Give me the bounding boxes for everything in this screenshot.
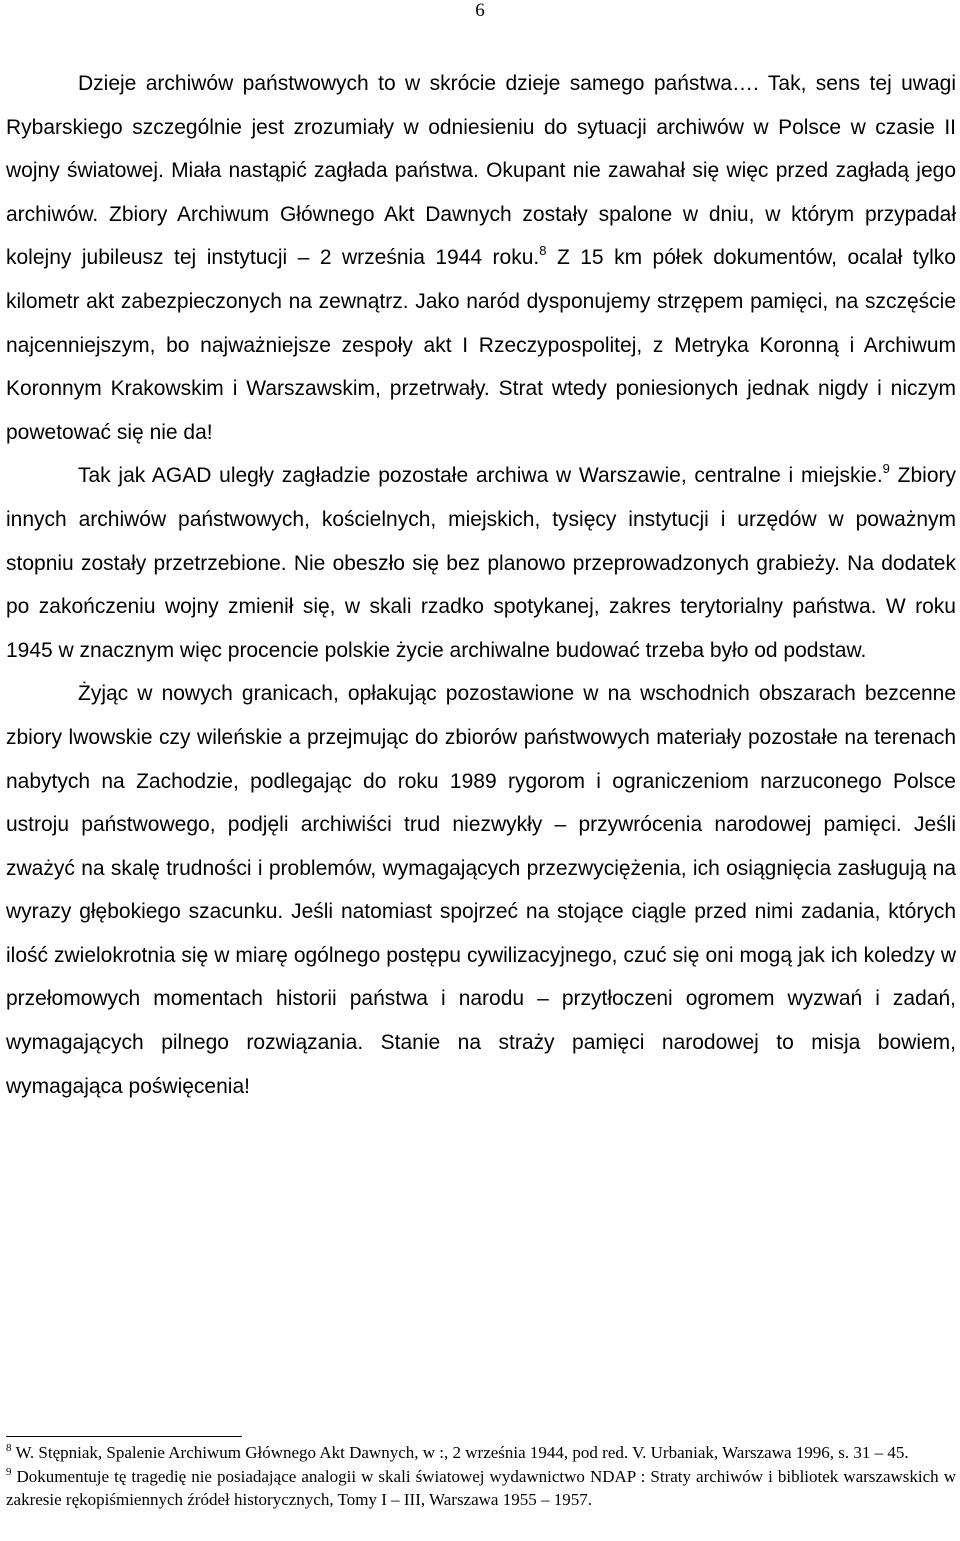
page-number: 6 [475, 0, 485, 21]
footnote-ref-9: 9 [882, 461, 890, 477]
paragraph-2-text-a: Tak jak AGAD uległy zagładzie pozostałe archiwa w Warszawie, centralne i miejskie. [78, 464, 883, 488]
footnotes [6, 1441, 956, 1512]
footnote-8 [6, 1441, 956, 1465]
footnote-9 [6, 1465, 956, 1512]
paragraph-2-text-b: Zbiory innych archiwów państwowych, kościelnych, miejskich, tysięcy instytucji i urzędów w poważnym stopniu zostały przetrzebione. Nie obeszło się bez planowo przeprowadzonych grabieży. Na dodatek po zakończeniu wojny zmienił się, w skali rzadko spotykanej, zakres terytorialny państwa. W roku 1945 w znacznym więc procencie polskie życie archiwalne budować trzeba było od podstaw. [6, 464, 956, 662]
footnote-number-9: 9 [6, 1465, 12, 1478]
footnote-text-9: Dokumentuje tę tragedię nie posiadające analogii w skali światowej wydawnictwo NDAP : Straty archiwów i bibliotek warszawskich w zakresie rękopiśmiennych źródeł historycznych, Tomy I – III, Warszawa 1955 – 1957. [6, 1466, 956, 1509]
footnote-separator [6, 1436, 242, 1437]
body-text [6, 62, 956, 1108]
footnote-text-8: W. Stępniak, Spalenie Archiwum Głównego Akt Dawnych, w :, 2 września 1944, pod red. V. Urbaniak, Warszawa 1996, s. 31 – 45. [11, 1443, 909, 1462]
paragraph-1-text-a: Dzieje archiwów państwowych to w skrócie dzieje samego państwa…. Tak, sens tej uwagi Rybarskiego szczególnie jest zrozumiały w odniesieniu do sytuacji archiwów w Polsce w czasie II wojny światowej. Miała nastąpić zagłada państwa. Okupant nie zawahał się więc przed zagładą jego archiwów. Zbiory Archiwum Głównego Akt Dawnych zostały spalone w dniu, w którym przypadał kolejny jubileusz tej instytucji – 2 września 1944 roku. [6, 72, 956, 270]
paragraph-1-text-b: Z 15 km półek dokumentów, ocalał tylko kilometr akt zabezpieczonych na zewnątrz. Jako naród dysponujemy strzępem pamięci, na szczęście najcenniejszym, bo najważniejsze zespoły akt I Rzeczypospolitej, z Metryka Koronną i Archiwum Koronnym Krakowskim i Warszawskim, przetrwały. Strat wtedy poniesionych jednak nigdy i niczym powetować się nie da! [6, 246, 956, 444]
footnote-number-8: 8 [6, 1442, 12, 1454]
paragraph-2 [6, 454, 956, 672]
paragraph-1 [6, 62, 956, 454]
paragraph-3: Żyjąc w nowych granicach, opłakując pozostawione w na wschodnich obszarach bezcenne zbiory lwowskie czy wileńskie a przejmując do zbiorów państwowych materiały pozostałe na terenach nabytych na Zachodzie, podlegając do roku 1989 rygorom i ograniczeniom narzuconego Polsce ustroju państwowego, podjęli archiwiści trud niezwykły – przywrócenia narodowej pamięci. Jeśli zważyć na skalę trudności i problemów, wymagających przezwyciężenia, ich osiągnięcia zasługują na wyrazy głębokiego szacunku. Jeśli natomiast spojrzeć na stojące ciągle przed nimi zadania, których ilość zwielokrotnia się w miarę ogólnego postępu cywilizacyjnego, czuć się oni mogą jak ich koledzy w przełomowych momentach historii państwa i narodu – przytłoczeni ogromem wyzwań i zadań, wymagających pilnego rozwiązania. Stanie na straży pamięci narodowej to misja bowiem, wymagająca poświęcenia! [6, 682, 956, 1098]
footnote-ref-8: 8 [539, 243, 547, 259]
